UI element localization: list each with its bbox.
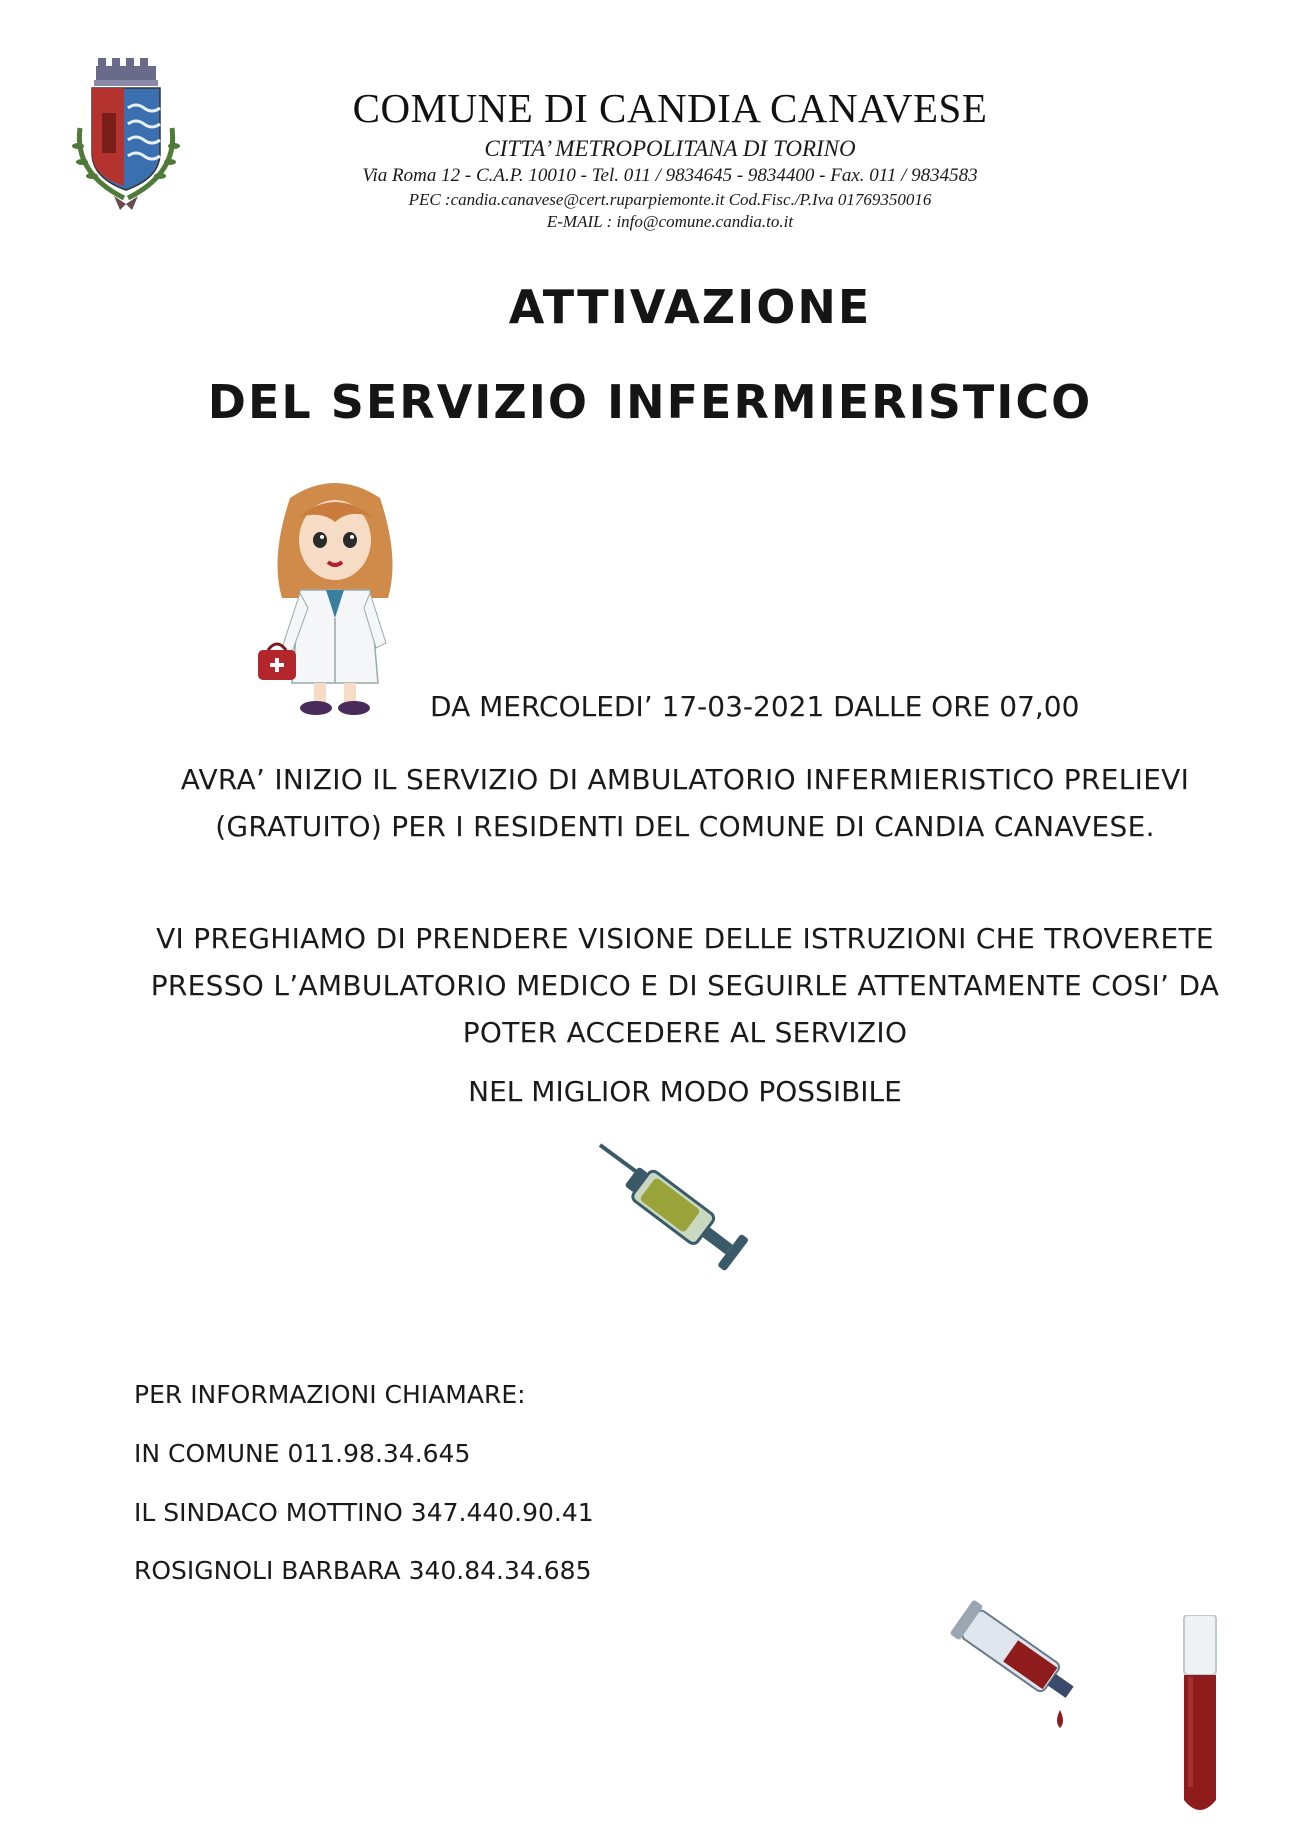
blood-test-tube-illustration bbox=[1170, 1615, 1230, 1820]
closing-line: NEL MIGLIOR MODO POSSIBILE bbox=[468, 1075, 902, 1108]
blood-syringe-illustration bbox=[950, 1600, 1110, 1735]
municipal-crest-icon bbox=[66, 58, 186, 213]
service-paragraph: AVRA’ INIZIO IL SERVIZIO DI AMBULATORIO INFERMIERISTICO PRELIEVI (GRATUITO) PER I RESIDENTI DEL COMUNE DI CANDIA CANAVESE. bbox=[180, 763, 1190, 843]
address-line: Via Roma 12 - C.A.P. 10010 - Tel. 011 / 9834645 - 9834400 - Fax. 011 / 9834583 bbox=[362, 165, 978, 186]
comune-name: COMUNE DI CANDIA CANAVESE bbox=[352, 85, 988, 131]
instructions-paragraph: VI PREGHIAMO DI PRENDERE VISIONE DELLE ISTRUZIONI CHE TROVERETE PRESSO L’AMBULATORIO MEDICO E DI SEGUIRLE ATTENTAMENTE COSI’ DA POTER ACCEDERE AL SERVIZIO bbox=[150, 922, 1220, 1049]
title-line-1: ATTIVAZIONE bbox=[508, 280, 872, 334]
contact-sindaco: IL SINDACO MOTTINO 347.440.90.41 bbox=[134, 1498, 594, 1527]
syringe-illustration bbox=[590, 1135, 770, 1295]
title-line-2: DEL SERVIZIO INFERMIERISTICO bbox=[207, 375, 1093, 429]
pec-line: PEC :candia.canavese@cert.ruparpiemonte.it Cod.Fisc./P.Iva 01769350016 bbox=[408, 190, 932, 209]
contacts-heading: PER INFORMAZIONI CHIAMARE: bbox=[134, 1380, 526, 1409]
contact-rosignoli: ROSIGNOLI BARBARA 340.84.34.685 bbox=[134, 1556, 592, 1585]
citta-metropolitana: CITTA’ METROPOLITANA DI TORINO bbox=[484, 136, 856, 161]
start-date-text: DA MERCOLEDI’ 17-03-2021 DALLE ORE 07,00 bbox=[430, 690, 1080, 723]
email-line: E-MAIL : info@comune.candia.to.it bbox=[546, 212, 794, 231]
nurse-illustration bbox=[250, 478, 420, 718]
contact-comune: IN COMUNE 011.98.34.645 bbox=[134, 1439, 471, 1468]
